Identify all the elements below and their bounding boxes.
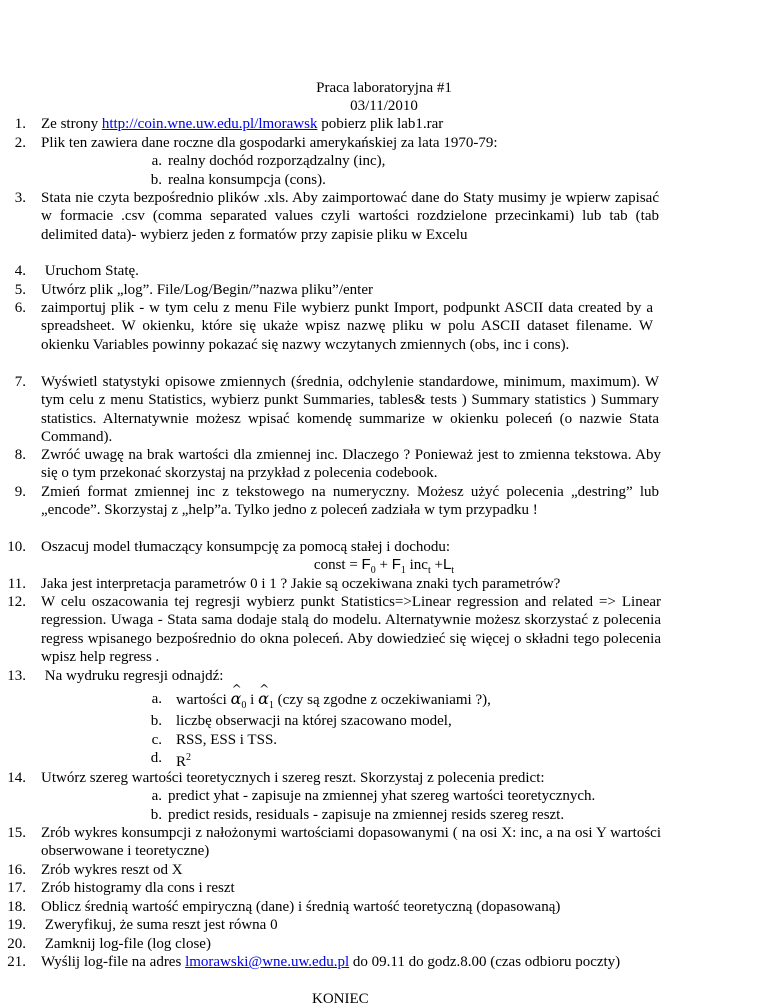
item-text: pobierz plik lab1.rar <box>317 116 444 132</box>
item-text: Zrób wykres reszt od X <box>41 862 183 878</box>
item-number: 12. <box>7 594 26 610</box>
item-number: 14. <box>7 770 26 786</box>
item-text: Wyświetl statystyki opisowe zmiennych (średnia, odchylenie standardowe, minimum, maximum). W tym celu z menu Statistics, wybierz punkt Summaries, tables& tests ) Summary statistics ) Summary statistics. Alternatywnie możesz wpisać komendę summarize w okienku poleceń (o nazwie Stata Command). <box>41 374 659 446</box>
item-number: 17. <box>7 880 26 896</box>
sub-item-text: realny dochód rozporządzalny (inc), <box>168 153 386 169</box>
item-number: 4. <box>14 263 26 279</box>
sub-item-text: $R^2$ <box>176 752 192 770</box>
item-text: Na wydruku regresji odnajdź: <box>41 668 224 684</box>
sub-item-text: predict resids, residuals - zapisuje na zmiennej resids szereg reszt. <box>168 807 565 823</box>
item-number: 9. <box>14 484 26 500</box>
item-text: Utwórz plik „log”. File/Log/Begin/”nazwa pliku”/enter <box>41 282 373 298</box>
item-number: 7. <box>14 374 26 390</box>
item-number: 8. <box>14 447 26 463</box>
item-text: zaimportuj plik - w tym celu z menu File wybierz punkt Import, podpunkt ASCII data created by a spreadsheet. W okienku, które się ukaże wpisz nazwę pliku w polu ASCII dataset filename. W okienku Variables powinny pokazać się nazwy wczytanych zmiennych (obs, inc i cons). <box>41 300 653 353</box>
item-number: 16. <box>7 862 26 878</box>
sub-item-label: b. <box>150 172 162 188</box>
closing-text: KONIEC <box>312 991 369 1007</box>
model-equation: const = $F_0 + F_1$ $inc_t +L_t$ <box>313 556 455 576</box>
item-number: 3. <box>14 190 26 206</box>
sub-item-text: wartości ^ $\alpha_0$ i ^ $\alpha_1$ (czy są zgodne z oczekiwaniami ?), <box>176 690 491 715</box>
item-number: 18. <box>7 899 26 915</box>
item-number: 5. <box>14 282 26 298</box>
item-number: 6. <box>14 300 26 316</box>
item-number: 2. <box>14 135 26 151</box>
item-number: 1. <box>14 116 26 132</box>
sub-item-label: a. <box>151 788 162 804</box>
item-text: Wyślij log-file na adres <box>41 954 186 970</box>
item-text: do 09.11 do godz.8.00 (czas odbioru poczty) <box>349 954 621 970</box>
item-text: Jaka jest interpretacja parametrów 0 i 1 ? Jakie są oczekiwana znaki tych parametrów? <box>41 576 561 592</box>
item-number: 20. <box>7 936 26 952</box>
item-text: Plik ten zawiera dane roczne dla gospodarki amerykańskiej za lata 1970-79: <box>41 135 498 151</box>
item-text: Ze strony <box>41 116 102 132</box>
page-date: 03/11/2010 <box>350 98 418 114</box>
item-text: Zrób wykres konsumpcji z nałożonymi wartościami dopasowanymi ( na osi X: inc, a na osi Y wartości obserwowane i teoretyczne) <box>41 825 661 860</box>
item-text: Zrób histogramy dla cons i reszt <box>41 880 235 896</box>
item-text: Stata nie czyta bezpośrednio plików .xls. Aby zaimportować dane do Staty musimy je wpierw zapisać w formacie .csv (comma separated values czyli wartości rozdzielone przecinkami) lub tab (tab delimited data)- wybierz jeden z formatów przy zapisie pliku w Excelu <box>41 190 659 243</box>
sub-item-text: liczbę obserwacji na której szacowano model, <box>176 713 452 729</box>
item-text: Uruchom Statę. <box>41 263 139 279</box>
alpha-hat-symbol: ^ α <box>258 690 269 708</box>
item-text: Oblicz średnią wartość empiryczną (dane) i średnią wartość teoretyczną (dopasowaną) <box>41 899 561 915</box>
item-text: W celu oszacowania tej regresji wybierz punkt Statistics=>Linear regression and related => Linear regression. Uwaga - Stata sama dodaje stalą do modelu. Alternatywnie możesz skorzystać z polecenia regress wpisanego bezpośrednio do okna poleceń. Aby dowiedzieć się więcej o składni tego polecenia wpisz help regress . <box>41 594 661 666</box>
alpha-hat-symbol: ^ α <box>231 690 242 708</box>
sub-item-text: realna konsumpcja (cons). <box>168 172 326 188</box>
item-text: Utwórz szereg wartości teoretycznych i szereg reszt. Skorzystaj z polecenia predict: <box>41 770 545 786</box>
sub-item-label: d. <box>150 750 162 766</box>
sub-item-label: b. <box>150 713 162 729</box>
sub-item-text: predict yhat - zapisuje na zmiennej yhat szereg wartości teoretycznych. <box>168 788 596 804</box>
item-text: Zmień format zmiennej inc z tekstowego na numeryczny. Możesz użyć polecenia „destring” lub „encode”. Skorzystaj z „help”a. Tylko jedno z poleceń zadziała w tym przypadku ! <box>41 484 659 519</box>
item-number: 13. <box>7 668 26 684</box>
item-number: 21. <box>7 954 26 970</box>
item-text: Oszacuj model tłumaczący konsumpcję za pomocą stałej i dochodu: <box>41 539 451 555</box>
item-text: Zweryfikuj, że suma reszt jest równa 0 <box>41 917 278 933</box>
sub-item-text: RSS, ESS i TSS. <box>176 732 278 748</box>
sub-item-label: b. <box>150 807 162 823</box>
item-number: 15. <box>7 825 26 841</box>
item-number: 10. <box>7 539 26 555</box>
item-text: Zamknij log-file (log close) <box>41 936 211 952</box>
sub-item-label: c. <box>151 732 162 748</box>
sub-item-label: a. <box>151 153 162 169</box>
item-number: 11. <box>7 576 26 592</box>
course-url-link[interactable]: http://coin.wne.uw.edu.pl/lmorawsk <box>101 116 318 132</box>
page-title: Praca laboratoryjna #1 <box>316 80 452 96</box>
sub-item-label: a. <box>151 691 162 707</box>
item-text: Zwróć uwagę na brak wartości dla zmiennej inc. Dlaczego ? Ponieważ jest to zmienna tekstowa. Aby się o tym przekonać skorzystaj na przykład z polecenia codebook. <box>41 447 661 482</box>
email-link[interactable]: lmorawski@wne.uw.edu.pl <box>185 954 350 970</box>
item-number: 19. <box>7 917 26 933</box>
